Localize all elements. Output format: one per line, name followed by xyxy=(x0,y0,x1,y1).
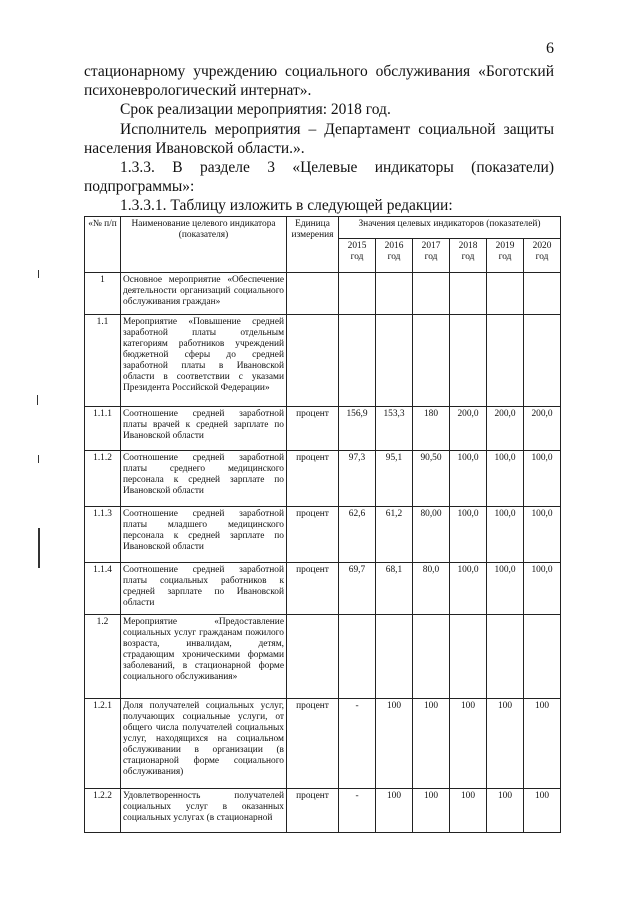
row-value: 156,9 xyxy=(339,407,376,451)
row-value: 100,0 xyxy=(450,507,487,563)
row-value: 68,1 xyxy=(376,563,413,615)
row-value: 100,0 xyxy=(524,563,561,615)
row-unit xyxy=(287,273,339,315)
row-value xyxy=(413,315,450,407)
row-value: 69,7 xyxy=(339,563,376,615)
row-number: 1.2.1 xyxy=(85,699,121,789)
row-value: 61,2 xyxy=(376,507,413,563)
paragraph-institution: стационарному учреждению социального обслуживания «Боготский психоневрологический интернат». xyxy=(84,63,554,99)
row-unit: процент xyxy=(287,407,339,451)
row-indicator-name: Соотношение средней заработной платы врачей к средней зарплате по Ивановской области xyxy=(121,407,287,451)
row-value: 180 xyxy=(413,407,450,451)
scan-mark xyxy=(38,455,39,463)
header-indicator-name: Наименование целевого индикатора (показателя) xyxy=(121,217,287,273)
row-value: 100 xyxy=(413,699,450,789)
row-value: 100 xyxy=(450,789,487,833)
table-row xyxy=(85,451,561,507)
row-value: 62,6 xyxy=(339,507,376,563)
row-indicator-name: Соотношение средней заработной платы социальных работников к средней зарплате по Ивановской области xyxy=(121,563,287,615)
row-number: 1.2 xyxy=(85,615,121,699)
header-year: 2019 год xyxy=(487,239,524,273)
row-value: 90,50 xyxy=(413,451,450,507)
row-value xyxy=(524,615,561,699)
row-number: 1.1.1 xyxy=(85,407,121,451)
row-value: 100 xyxy=(413,789,450,833)
row-value: 200,0 xyxy=(524,407,561,451)
row-unit: процент xyxy=(287,699,339,789)
header-unit: Единица измерения xyxy=(287,217,339,273)
paragraph-executor: Исполнитель мероприятия – Департамент социальной защиты населения Ивановской области.». xyxy=(84,121,554,157)
paragraph-section-3: 1.3.3. В разделе 3 «Целевые индикаторы (показатели) подпрограммы»: xyxy=(84,159,554,195)
row-indicator-name: Соотношение средней заработной платы младшего медицинского персонала к средней зарплате по Ивановской области xyxy=(121,507,287,563)
row-value: 100,0 xyxy=(450,563,487,615)
row-value: 80,0 xyxy=(413,563,450,615)
row-value xyxy=(524,315,561,407)
table-row xyxy=(85,273,561,315)
row-number: 1.1 xyxy=(85,315,121,407)
row-unit xyxy=(287,615,339,699)
row-value xyxy=(413,273,450,315)
row-value: 100 xyxy=(524,789,561,833)
row-unit: процент xyxy=(287,507,339,563)
table-row xyxy=(85,615,561,699)
row-value xyxy=(450,273,487,315)
row-number: 1 xyxy=(85,273,121,315)
table-row xyxy=(85,315,561,407)
row-indicator-name: Мероприятие «Повышение средней заработной платы отдельным категориям работников учреждений бюджетной сферы до средней заработной платы в Ивановской области в соответствии с указами Президента Российской Федерации» xyxy=(121,315,287,407)
row-indicator-name: Мероприятие «Предоставление социальных услуг гражданам пожилого возраста, инвалидам, детям, страдающим хроническими формами заболеваний, в стационарной форме социального обслуживания» xyxy=(121,615,287,699)
row-unit xyxy=(287,315,339,407)
scan-mark xyxy=(37,395,38,405)
header-number: «№ п/п xyxy=(85,217,121,273)
row-number: 1.2.2 xyxy=(85,789,121,833)
row-value: 100 xyxy=(450,699,487,789)
indicators-table xyxy=(84,216,561,833)
header-values: Значения целевых индикаторов (показателей) xyxy=(339,217,561,239)
row-value: 100 xyxy=(376,699,413,789)
header-year: 2018 год xyxy=(450,239,487,273)
row-number: 1.1.2 xyxy=(85,451,121,507)
row-value: 100,0 xyxy=(524,451,561,507)
row-value: 200,0 xyxy=(487,407,524,451)
row-value: 100,0 xyxy=(450,451,487,507)
row-value xyxy=(450,615,487,699)
row-value xyxy=(339,615,376,699)
row-value: - xyxy=(339,789,376,833)
row-value: 95,1 xyxy=(376,451,413,507)
scan-mark xyxy=(38,528,40,568)
row-value xyxy=(339,315,376,407)
table-row xyxy=(85,789,561,833)
row-value: 100 xyxy=(376,789,413,833)
row-value xyxy=(376,273,413,315)
row-value xyxy=(339,273,376,315)
row-value xyxy=(487,315,524,407)
row-value: 97,3 xyxy=(339,451,376,507)
row-value: 100 xyxy=(487,789,524,833)
row-value xyxy=(376,315,413,407)
header-year: 2020 год xyxy=(524,239,561,273)
row-unit: процент xyxy=(287,789,339,833)
row-value: 100 xyxy=(487,699,524,789)
row-value: 100 xyxy=(524,699,561,789)
table-row xyxy=(85,407,561,451)
page-number: 6 xyxy=(546,40,554,57)
row-value: 80,00 xyxy=(413,507,450,563)
header-year: 2016 год xyxy=(376,239,413,273)
row-value: 153,3 xyxy=(376,407,413,451)
row-value: 200,0 xyxy=(450,407,487,451)
row-unit: процент xyxy=(287,563,339,615)
row-value xyxy=(376,615,413,699)
row-value: - xyxy=(339,699,376,789)
row-indicator-name: Основное мероприятие «Обеспечение деятельности организаций социального обслуживания граждан» xyxy=(121,273,287,315)
row-number: 1.1.3 xyxy=(85,507,121,563)
header-year: 2017 год xyxy=(413,239,450,273)
scan-mark xyxy=(38,270,39,278)
header-year: 2015 год xyxy=(339,239,376,273)
row-value: 100,0 xyxy=(487,563,524,615)
row-value: 100,0 xyxy=(487,451,524,507)
row-indicator-name: Соотношение средней заработной платы среднего медицинского персонала к средней зарплате по Ивановской области xyxy=(121,451,287,507)
table-row xyxy=(85,699,561,789)
row-value xyxy=(524,273,561,315)
row-value: 100,0 xyxy=(524,507,561,563)
row-value xyxy=(413,615,450,699)
row-indicator-name: Доля получателей социальных услуг, получающих социальные услуги, от общего числа получателей социальных услуг, находящихся на социальном обслуживании в организации (в стационарной форме социального обслуживания) xyxy=(121,699,287,789)
row-unit: процент xyxy=(287,451,339,507)
paragraph-table-intro: 1.3.3.1. Таблицу изложить в следующей редакции: xyxy=(120,197,453,214)
row-value xyxy=(487,273,524,315)
row-value: 100,0 xyxy=(487,507,524,563)
paragraph-term: Срок реализации мероприятия: 2018 год. xyxy=(120,101,391,118)
table-row xyxy=(85,563,561,615)
row-number: 1.1.4 xyxy=(85,563,121,615)
row-indicator-name: Удовлетворенность получателей социальных услуг в оказанных социальных услугах (в стационарной xyxy=(121,789,287,833)
row-value xyxy=(450,315,487,407)
table-row xyxy=(85,507,561,563)
row-value xyxy=(487,615,524,699)
